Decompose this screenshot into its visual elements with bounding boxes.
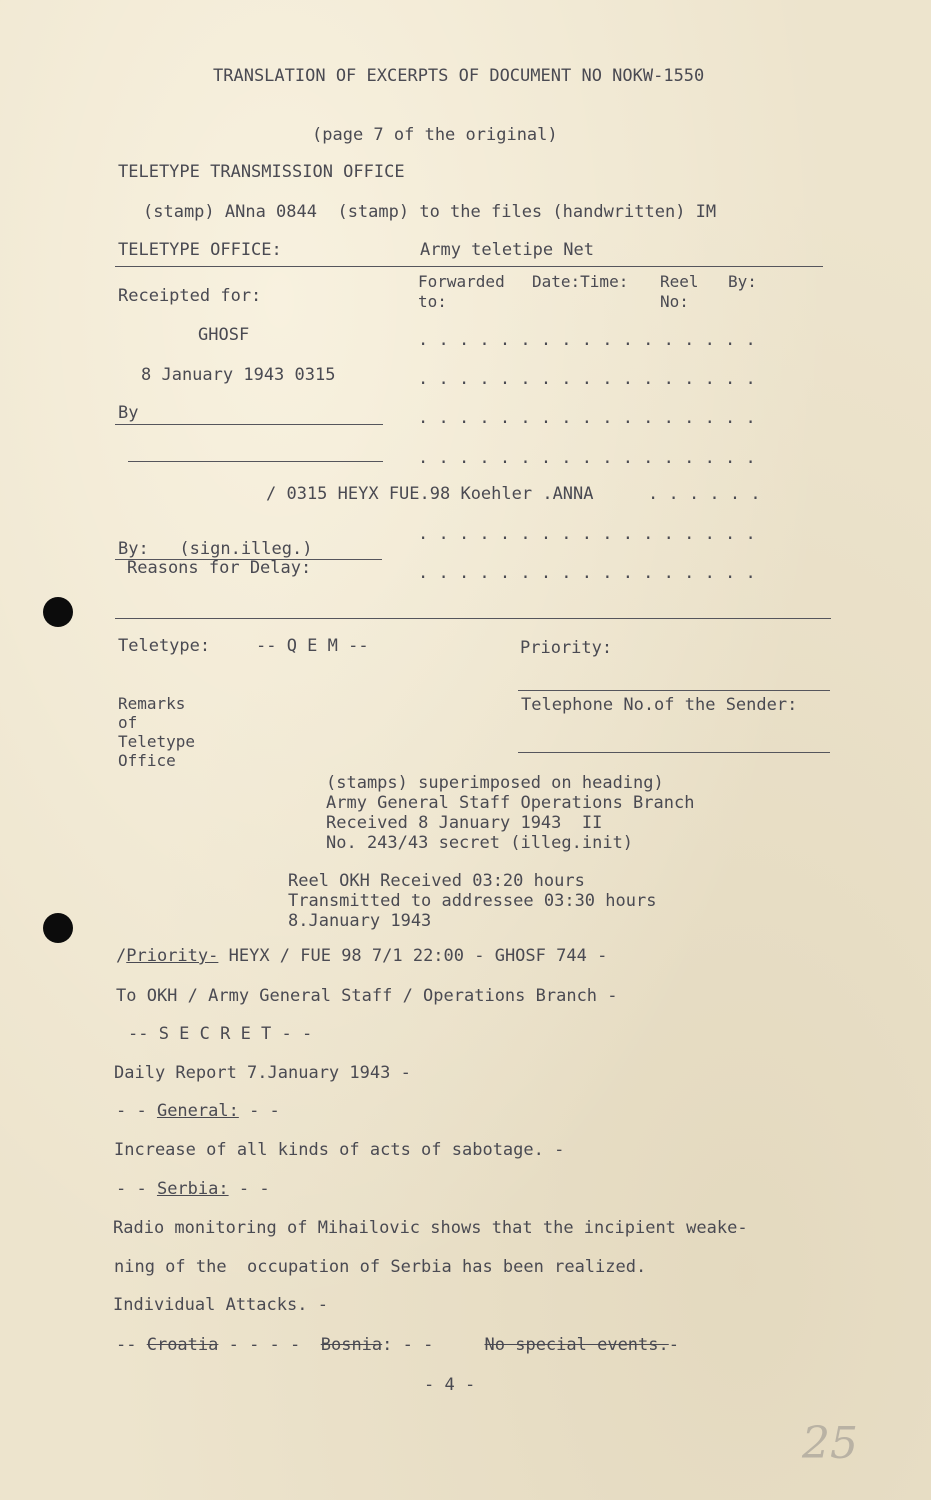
punch-hole-top (43, 597, 73, 627)
reel-no-label: No: (660, 292, 689, 311)
by-signed: By: (sign.illeg.) (118, 539, 313, 559)
teletype-value: -- Q E M -- (256, 636, 369, 656)
serbia-suffix: - - (228, 1179, 270, 1199)
page-reference: (page 7 of the original) (312, 125, 558, 145)
priority-line (116, 946, 607, 966)
priority-rest: HEYX / FUE 98 7/1 22:00 - GHOSF 744 - (218, 946, 608, 966)
stamp-line: (stamp) ANna 0844 (stamp) to the files (handwritten) IM (143, 202, 717, 222)
priority-word: Priority- (126, 946, 219, 966)
reasons-label: Reasons for Delay: (127, 558, 312, 578)
receipted-date-value: 8 January 1943 0315 (141, 365, 336, 385)
last-mid: - - - - (218, 1335, 321, 1355)
network-name: Army teletipe Net (420, 240, 594, 260)
blank-rule (128, 461, 383, 462)
priority-rule (518, 690, 830, 691)
reel-block: Reel OKH Received 03:20 hours Transmitted to addressee 03:30 hours 8.January 1943 (288, 871, 657, 931)
dot-row-1: . . . . . . . . . . . . . . . . . (418, 330, 756, 350)
last-end: - (668, 1335, 679, 1355)
dot-row-3: . . . . . . . . . . . . . . . . . (418, 408, 756, 428)
serbia-word: Serbia: (156, 1179, 229, 1199)
receipted-label: Receipted for: (118, 286, 262, 306)
last-mid2: : - - (382, 1335, 485, 1355)
document-title: TRANSLATION OF EXCERPTS OF DOCUMENT NO NOKW-1550 (213, 66, 705, 86)
teletype-label: Teletype: (118, 636, 211, 656)
last-prefix: -- (116, 1335, 147, 1355)
forwarded-to-label: to: (418, 292, 447, 311)
general-heading (116, 1101, 280, 1121)
serbia-text-1: Radio monitoring of Mihailovic shows that the incipient weake- (113, 1218, 748, 1238)
general-suffix: - - (238, 1101, 280, 1121)
by-rule (115, 424, 383, 425)
serbia-heading (116, 1179, 270, 1199)
general-prefix: - - (116, 1101, 157, 1121)
date-time-label: Date:Time: (532, 272, 629, 291)
general-word: General: (156, 1101, 239, 1121)
punch-hole-bottom (43, 913, 73, 943)
phone-rule (518, 752, 830, 753)
priority-label: Priority: (520, 638, 613, 658)
section-rule (115, 618, 831, 619)
to-line: To OKH / Army General Staff / Operations Branch - (116, 986, 618, 1006)
serbia-text-2: ning of the occupation of Serbia has been realized. (114, 1257, 647, 1277)
last-line (116, 1335, 679, 1355)
by-label-right: By: (728, 272, 757, 291)
receipted-to-value: GHOSF (198, 325, 250, 345)
entry-line: / 0315 HEYX FUE.98 Koehler .ANNA (266, 484, 594, 504)
dot-row-6: . . . . . . . . . . . . . . . . . (418, 563, 756, 583)
phone-label: Telephone No.of the Sender: (521, 695, 798, 715)
header-rule (115, 266, 823, 267)
no-events-struck: No special events. (484, 1335, 669, 1355)
daily-report-line: Daily Report 7.January 1943 - (114, 1063, 411, 1083)
forwarded-label: Forwarded (418, 272, 505, 291)
serbia-prefix: - - (116, 1179, 157, 1199)
croatia-struck: Croatia (146, 1335, 219, 1355)
stamps-block: (stamps) superimposed on heading) Army General Staff Operations Branch Received 8 January 1943 II No. 243/43 secret (illeg.init) (326, 773, 695, 853)
teletype-office-label: TELETYPE OFFICE: (118, 240, 282, 260)
dot-row-5: . . . . . . . . . . . . . . . . . (418, 524, 756, 544)
general-text: Increase of all kinds of acts of sabotage. - (114, 1140, 565, 1160)
secret-line: -- S E C R E T - - (128, 1024, 313, 1044)
priority-prefix: / (116, 946, 127, 966)
dot-row-2: . . . . . . . . . . . . . . . . . (418, 369, 756, 389)
entry-dots: . . . . . . (648, 484, 761, 504)
pencil-page-mark: 25 (802, 1418, 858, 1469)
by-label: By (118, 403, 139, 423)
office-heading: TELETYPE TRANSMISSION OFFICE (118, 162, 405, 182)
reel-label: Reel (660, 272, 699, 291)
individual-attacks: Individual Attacks. - (113, 1295, 328, 1315)
dot-row-4: . . . . . . . . . . . . . . . . . (418, 448, 756, 468)
page-number: - 4 - (424, 1375, 476, 1395)
remarks-label: Remarks of Teletype Office (118, 694, 196, 770)
bosnia-struck: Bosnia (320, 1335, 383, 1355)
